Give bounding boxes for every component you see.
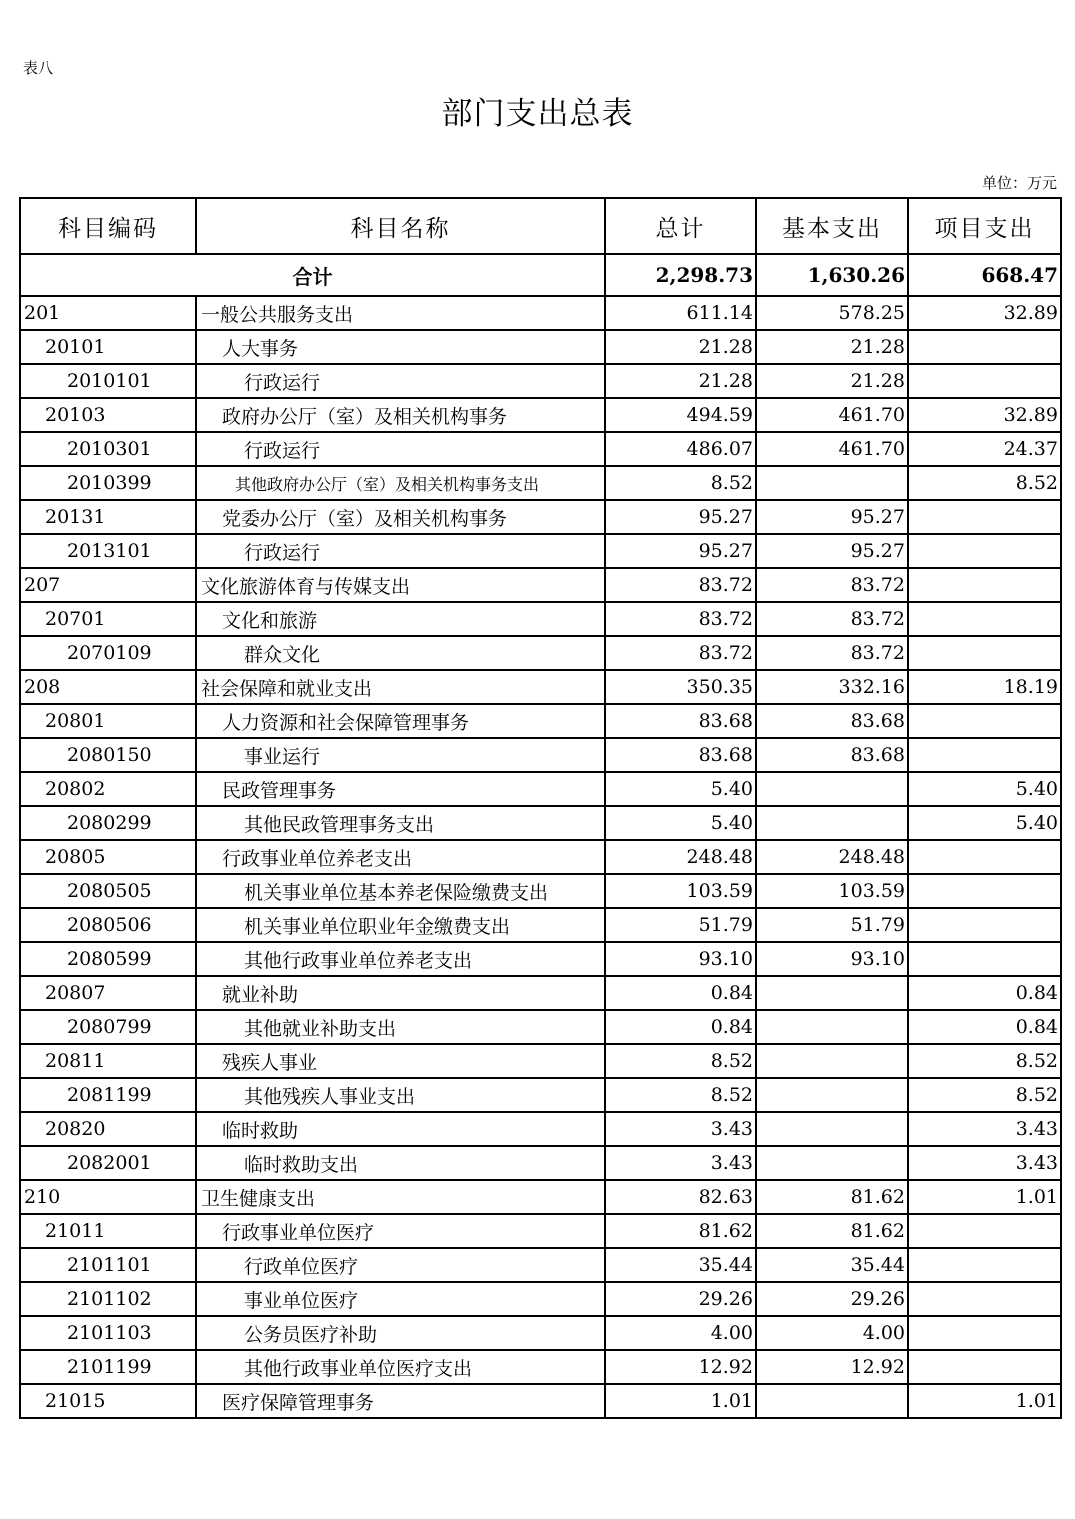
row-project: 8.52 [908, 1078, 1061, 1112]
row-code: 2081199 [20, 1078, 196, 1112]
row-total: 21.28 [605, 330, 756, 364]
row-name: 卫生健康支出 [196, 1180, 605, 1214]
table-row [20, 364, 1061, 398]
row-basic [756, 1078, 908, 1112]
row-code: 21011 [20, 1214, 196, 1248]
table-row [20, 942, 1061, 976]
table-row [20, 1044, 1061, 1078]
row-total: 93.10 [605, 942, 756, 976]
row-basic [756, 1384, 908, 1418]
row-name: 一般公共服务支出 [196, 296, 605, 330]
row-total: 0.84 [605, 976, 756, 1010]
table-row [20, 738, 1061, 772]
row-name: 其他民政管理事务支出 [196, 806, 605, 840]
column-header-name: 科目名称 [196, 198, 605, 254]
row-total: 611.14 [605, 296, 756, 330]
table-row [20, 704, 1061, 738]
row-basic [756, 1112, 908, 1146]
row-basic: 35.44 [756, 1248, 908, 1282]
row-name: 临时救助 [196, 1112, 605, 1146]
table-row [20, 432, 1061, 466]
row-name: 行政运行 [196, 432, 605, 466]
row-project: 0.84 [908, 1010, 1061, 1044]
row-code: 20131 [20, 500, 196, 534]
column-header-project: 项目支出 [908, 198, 1061, 254]
page-title: 部门支出总表 [441, 96, 634, 132]
row-total: 35.44 [605, 1248, 756, 1282]
row-code: 208 [20, 670, 196, 704]
row-total: 81.62 [605, 1214, 756, 1248]
row-project [908, 1350, 1061, 1384]
row-total: 3.43 [605, 1146, 756, 1180]
unit-label: 单位：万元 [981, 174, 1057, 192]
row-name: 其他行政事业单位医疗支出 [196, 1350, 605, 1384]
row-code: 2101101 [20, 1248, 196, 1282]
table-row [20, 1282, 1061, 1316]
row-basic: 81.62 [756, 1214, 908, 1248]
row-total: 82.63 [605, 1180, 756, 1214]
row-code: 20802 [20, 772, 196, 806]
row-total: 0.84 [605, 1010, 756, 1044]
row-total: 51.79 [605, 908, 756, 942]
table-row [20, 840, 1061, 874]
row-project: 18.19 [908, 670, 1061, 704]
row-name: 群众文化 [196, 636, 605, 670]
total-row [20, 254, 1061, 296]
row-code: 201 [20, 296, 196, 330]
table-row [20, 1112, 1061, 1146]
table-row [20, 874, 1061, 908]
row-project [908, 1214, 1061, 1248]
row-total: 21.28 [605, 364, 756, 398]
row-name: 其他残疾人事业支出 [196, 1078, 605, 1112]
row-project: 0.84 [908, 976, 1061, 1010]
row-basic: 95.27 [756, 500, 908, 534]
row-project [908, 500, 1061, 534]
row-code: 20103 [20, 398, 196, 432]
column-header-code: 科目编码 [20, 198, 196, 254]
row-name: 机关事业单位职业年金缴费支出 [196, 908, 605, 942]
row-total: 95.27 [605, 534, 756, 568]
row-name: 医疗保障管理事务 [196, 1384, 605, 1418]
table-row [20, 466, 1061, 500]
row-code: 20805 [20, 840, 196, 874]
row-name: 事业运行 [196, 738, 605, 772]
row-code: 20801 [20, 704, 196, 738]
row-basic: 83.68 [756, 704, 908, 738]
row-basic: 29.26 [756, 1282, 908, 1316]
total-sum: 2,298.73 [605, 254, 756, 296]
row-name: 公务员医疗补助 [196, 1316, 605, 1350]
row-total: 1.01 [605, 1384, 756, 1418]
row-basic: 83.72 [756, 602, 908, 636]
row-basic [756, 772, 908, 806]
row-project [908, 568, 1061, 602]
table-row [20, 500, 1061, 534]
row-total: 12.92 [605, 1350, 756, 1384]
row-project [908, 1316, 1061, 1350]
row-basic: 103.59 [756, 874, 908, 908]
row-name: 行政单位医疗 [196, 1248, 605, 1282]
row-basic [756, 976, 908, 1010]
row-code: 2010399 [20, 466, 196, 500]
row-code: 2080599 [20, 942, 196, 976]
row-project [908, 874, 1061, 908]
row-basic: 21.28 [756, 364, 908, 398]
row-total: 83.68 [605, 738, 756, 772]
row-code: 2080150 [20, 738, 196, 772]
row-name: 就业补助 [196, 976, 605, 1010]
total-label: 合计 [20, 254, 605, 296]
row-basic: 4.00 [756, 1316, 908, 1350]
row-project: 1.01 [908, 1180, 1061, 1214]
row-name: 文化旅游体育与传媒支出 [196, 568, 605, 602]
row-name: 人大事务 [196, 330, 605, 364]
row-project [908, 704, 1061, 738]
row-name: 其他就业补助支出 [196, 1010, 605, 1044]
row-total: 8.52 [605, 1044, 756, 1078]
table-row [20, 1316, 1061, 1350]
table-row [20, 330, 1061, 364]
table-number-label: 表八 [23, 59, 54, 77]
row-basic [756, 1044, 908, 1078]
row-name: 民政管理事务 [196, 772, 605, 806]
row-name: 其他行政事业单位养老支出 [196, 942, 605, 976]
table-row [20, 806, 1061, 840]
row-name: 社会保障和就业支出 [196, 670, 605, 704]
table-row [20, 602, 1061, 636]
row-code: 210 [20, 1180, 196, 1214]
row-basic [756, 466, 908, 500]
row-name: 机关事业单位基本养老保险缴费支出 [196, 874, 605, 908]
row-code: 2010101 [20, 364, 196, 398]
row-project: 8.52 [908, 1044, 1061, 1078]
row-name: 行政运行 [196, 534, 605, 568]
row-basic [756, 1010, 908, 1044]
row-total: 248.48 [605, 840, 756, 874]
row-basic: 12.92 [756, 1350, 908, 1384]
column-header-total: 总计 [605, 198, 756, 254]
row-code: 2080299 [20, 806, 196, 840]
row-basic: 83.72 [756, 568, 908, 602]
row-project: 3.43 [908, 1146, 1061, 1180]
row-project: 24.37 [908, 432, 1061, 466]
row-total: 83.68 [605, 704, 756, 738]
row-name: 政府办公厅（室）及相关机构事务 [196, 398, 605, 432]
row-name: 临时救助支出 [196, 1146, 605, 1180]
row-project [908, 364, 1061, 398]
row-name: 文化和旅游 [196, 602, 605, 636]
row-name: 残疾人事业 [196, 1044, 605, 1078]
row-code: 2082001 [20, 1146, 196, 1180]
table-row [20, 1248, 1061, 1282]
row-total: 3.43 [605, 1112, 756, 1146]
row-total: 486.07 [605, 432, 756, 466]
row-code: 20701 [20, 602, 196, 636]
row-project: 5.40 [908, 772, 1061, 806]
row-project [908, 908, 1061, 942]
row-code: 2070109 [20, 636, 196, 670]
total-basic: 1,630.26 [756, 254, 908, 296]
table-row [20, 1146, 1061, 1180]
row-project [908, 1248, 1061, 1282]
table-row [20, 1384, 1061, 1418]
row-name: 行政运行 [196, 364, 605, 398]
row-code: 2010301 [20, 432, 196, 466]
table-row [20, 296, 1061, 330]
row-project [908, 534, 1061, 568]
table-row [20, 1078, 1061, 1112]
row-total: 4.00 [605, 1316, 756, 1350]
row-total: 103.59 [605, 874, 756, 908]
row-project [908, 1282, 1061, 1316]
table-row [20, 534, 1061, 568]
row-code: 20811 [20, 1044, 196, 1078]
row-basic [756, 1146, 908, 1180]
row-basic: 95.27 [756, 534, 908, 568]
row-total: 350.35 [605, 670, 756, 704]
row-project [908, 738, 1061, 772]
row-total: 8.52 [605, 1078, 756, 1112]
row-basic: 461.70 [756, 398, 908, 432]
table-row [20, 1180, 1061, 1214]
row-code: 2080505 [20, 874, 196, 908]
row-code: 2080506 [20, 908, 196, 942]
row-code: 2101103 [20, 1316, 196, 1350]
expenditure-table [19, 197, 1062, 1419]
row-name: 行政事业单位养老支出 [196, 840, 605, 874]
column-header-basic: 基本支出 [756, 198, 908, 254]
row-total: 5.40 [605, 772, 756, 806]
row-basic: 332.16 [756, 670, 908, 704]
row-basic: 248.48 [756, 840, 908, 874]
row-basic [756, 806, 908, 840]
row-total: 95.27 [605, 500, 756, 534]
table-row [20, 908, 1061, 942]
row-name: 人力资源和社会保障管理事务 [196, 704, 605, 738]
row-project [908, 602, 1061, 636]
row-basic: 83.68 [756, 738, 908, 772]
table-row [20, 398, 1061, 432]
row-code: 207 [20, 568, 196, 602]
table-row [20, 568, 1061, 602]
table-row [20, 772, 1061, 806]
row-total: 83.72 [605, 636, 756, 670]
row-basic: 461.70 [756, 432, 908, 466]
row-project: 32.89 [908, 296, 1061, 330]
row-name: 事业单位医疗 [196, 1282, 605, 1316]
row-project: 3.43 [908, 1112, 1061, 1146]
row-code: 20101 [20, 330, 196, 364]
row-total: 83.72 [605, 602, 756, 636]
row-project [908, 942, 1061, 976]
row-basic: 51.79 [756, 908, 908, 942]
row-basic: 93.10 [756, 942, 908, 976]
row-basic: 21.28 [756, 330, 908, 364]
row-code: 2101199 [20, 1350, 196, 1384]
row-name: 行政事业单位医疗 [196, 1214, 605, 1248]
row-code: 2013101 [20, 534, 196, 568]
row-project: 1.01 [908, 1384, 1061, 1418]
row-name: 其他政府办公厅（室）及相关机构事务支出 [196, 466, 605, 500]
row-basic: 578.25 [756, 296, 908, 330]
table-row [20, 976, 1061, 1010]
row-project [908, 330, 1061, 364]
row-project: 32.89 [908, 398, 1061, 432]
row-basic: 83.72 [756, 636, 908, 670]
row-total: 5.40 [605, 806, 756, 840]
row-code: 21015 [20, 1384, 196, 1418]
total-project: 668.47 [908, 254, 1061, 296]
row-project: 5.40 [908, 806, 1061, 840]
row-code: 20807 [20, 976, 196, 1010]
row-code: 2080799 [20, 1010, 196, 1044]
row-project: 8.52 [908, 466, 1061, 500]
row-code: 2101102 [20, 1282, 196, 1316]
row-project [908, 840, 1061, 874]
table-row [20, 636, 1061, 670]
row-basic: 81.62 [756, 1180, 908, 1214]
table-row [20, 1214, 1061, 1248]
row-total: 8.52 [605, 466, 756, 500]
row-total: 83.72 [605, 568, 756, 602]
row-total: 29.26 [605, 1282, 756, 1316]
table-row [20, 1010, 1061, 1044]
table-row [20, 1350, 1061, 1384]
row-project [908, 636, 1061, 670]
table-row [20, 670, 1061, 704]
header-row [20, 198, 1061, 254]
row-total: 494.59 [605, 398, 756, 432]
row-name: 党委办公厅（室）及相关机构事务 [196, 500, 605, 534]
row-code: 20820 [20, 1112, 196, 1146]
